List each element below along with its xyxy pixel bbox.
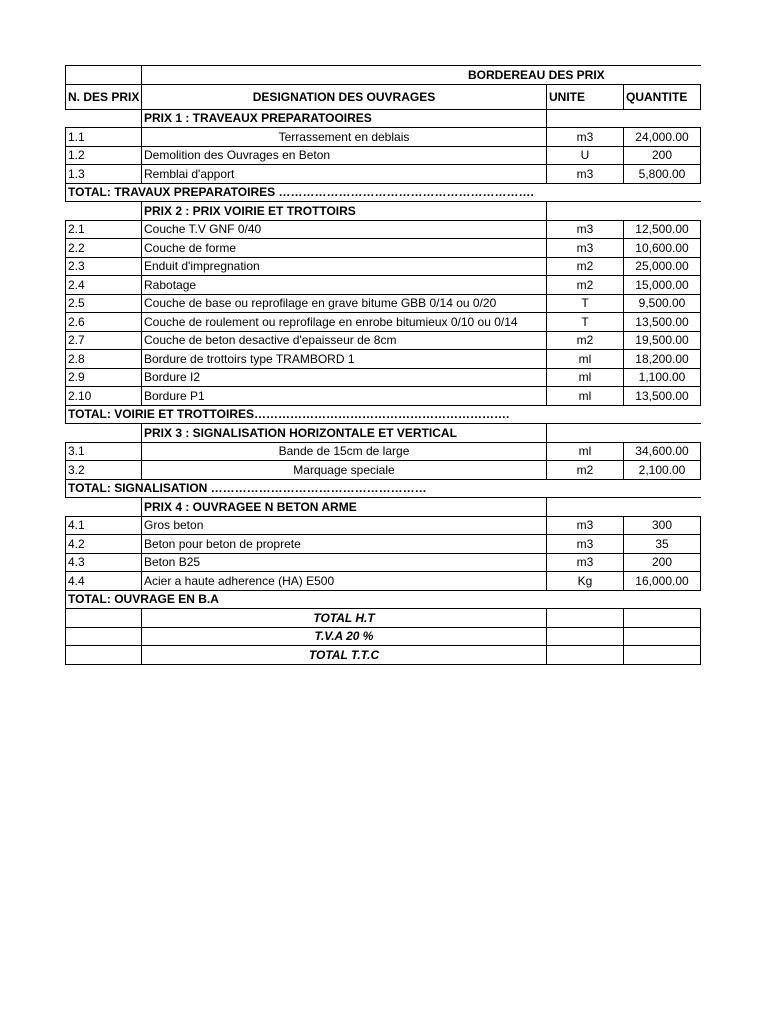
price-schedule-table [65,65,701,665]
item-quantity: 1,100.00 [624,368,701,387]
item-number: 1.1 [66,128,142,147]
item-number: 2.5 [66,294,142,313]
section-heading-row [66,498,701,517]
section-num-cell [66,109,142,128]
item-unit: m3 [547,516,624,535]
header-unit: UNITE [547,84,624,109]
summary-unit-cell [547,627,624,646]
summary-amount-cell [624,609,701,628]
summary-row [66,646,701,665]
item-quantity: 200 [624,146,701,165]
item-number: 2.10 [66,387,142,406]
table-row [66,239,701,258]
table-row [66,572,701,591]
summary-unit-cell [547,609,624,628]
table-row [66,165,701,184]
table-row [66,461,701,480]
summary-label: T.V.A 20 % [142,627,547,646]
item-designation: Marquage speciale [142,461,547,480]
summary-row [66,627,701,646]
document-title: BORDEREAU DES PRIX [142,66,701,85]
table-row [66,535,701,554]
item-unit: ml [547,442,624,461]
item-designation: Bordure de trottoirs type TRAMBORD 1 [142,350,547,369]
summary-empty-cell [66,609,142,628]
section-heading-row [66,109,701,128]
item-designation: Bande de 15cm de large [142,442,547,461]
item-unit: m3 [547,220,624,239]
item-number: 2.1 [66,220,142,239]
item-designation: Couche de beton desactive d'epaisseur de 8cm [142,331,547,350]
item-designation: Beton pour beton de proprete [142,535,547,554]
summary-empty-cell [66,646,142,665]
item-number: 1.2 [66,146,142,165]
summary-label: TOTAL H.T [142,609,547,628]
item-designation: Couche T.V GNF 0/40 [142,220,547,239]
section-total-row [66,479,701,498]
item-unit: m2 [547,257,624,276]
item-number: 2.2 [66,239,142,258]
item-quantity: 200 [624,553,701,572]
item-number: 3.2 [66,461,142,480]
summary-unit-cell [547,646,624,665]
item-unit: ml [547,368,624,387]
item-quantity: 24,000.00 [624,128,701,147]
table-row [66,442,701,461]
item-number: 1.3 [66,165,142,184]
item-unit: m3 [547,128,624,147]
table-row [66,553,701,572]
item-unit: ml [547,350,624,369]
item-quantity: 34,600.00 [624,442,701,461]
header-quantity: QUANTITE [624,84,701,109]
item-designation: Acier a haute adherence (HA) E500 [142,572,547,591]
item-quantity: 16,000.00 [624,572,701,591]
table-row [66,276,701,295]
section-unit-cell [547,498,624,517]
item-designation: Terrassement en deblais [142,128,547,147]
item-designation: Beton B25 [142,553,547,572]
item-designation: Bordure P1 [142,387,547,406]
section-num-cell [66,424,142,443]
item-designation: Gros beton [142,516,547,535]
summary-amount-cell [624,646,701,665]
item-quantity: 19,500.00 [624,331,701,350]
item-quantity: 15,000.00 [624,276,701,295]
section-heading: PRIX 1 : TRAVEAUX PREPARATOOIRES [142,109,547,128]
item-number: 2.9 [66,368,142,387]
table-row [66,313,701,332]
item-unit: m3 [547,165,624,184]
item-designation: Bordure I2 [142,368,547,387]
item-designation: Couche de base ou reprofilage en grave bitume GBB 0/14 ou 0/20 [142,294,547,313]
item-number: 3.1 [66,442,142,461]
section-qty-cell [624,498,701,517]
item-designation: Rabotage [142,276,547,295]
header-row [66,84,701,109]
table-row [66,516,701,535]
table-row [66,257,701,276]
section-qty-cell [624,424,701,443]
item-number: 4.4 [66,572,142,591]
table-row [66,220,701,239]
section-num-cell [66,498,142,517]
header-num: N. DES PRIX [66,84,142,109]
item-number: 4.2 [66,535,142,554]
item-unit: m3 [547,239,624,258]
section-total-label: TOTAL: VOIRIE ET TROTTOIRES………………………………………………………. [66,405,701,424]
item-quantity: 18,200.00 [624,350,701,369]
item-number: 2.7 [66,331,142,350]
section-total-row [66,405,701,424]
section-total-label: TOTAL: OUVRAGE EN B.A [66,590,701,609]
item-number: 2.6 [66,313,142,332]
item-number: 2.3 [66,257,142,276]
summary-row [66,609,701,628]
item-designation: Couche de forme [142,239,547,258]
section-heading-row [66,202,701,221]
item-unit: T [547,313,624,332]
section-total-row [66,590,701,609]
item-designation: Remblai d'apport [142,165,547,184]
table-row [66,146,701,165]
section-heading: PRIX 2 : PRIX VOIRIE ET TROTTOIRS [142,202,547,221]
title-row [66,66,701,85]
section-heading-row [66,424,701,443]
item-quantity: 25,000.00 [624,257,701,276]
section-num-cell [66,202,142,221]
item-quantity: 12,500.00 [624,220,701,239]
item-quantity: 13,500.00 [624,387,701,406]
item-designation: Couche de roulement ou reprofilage en enrobe bitumieux 0/10 ou 0/14 [142,313,547,332]
section-unit-cell [547,424,624,443]
item-quantity: 2,100.00 [624,461,701,480]
table-row [66,128,701,147]
item-unit: U [547,146,624,165]
item-unit: T [547,294,624,313]
item-designation: Enduit d'impregnation [142,257,547,276]
section-heading: PRIX 4 : OUVRAGEE N BETON ARME [142,498,547,517]
item-number: 4.3 [66,553,142,572]
item-number: 2.8 [66,350,142,369]
section-total-label: TOTAL: TRAVAUX PREPARATOIRES ………………………………………………………. [66,183,701,202]
item-number: 2.4 [66,276,142,295]
section-heading: PRIX 3 : SIGNALISATION HORIZONTALE ET VERTICAL [142,424,547,443]
table-row [66,331,701,350]
item-unit: ml [547,387,624,406]
section-unit-cell [547,202,624,221]
item-quantity: 35 [624,535,701,554]
item-designation: Demolition des Ouvrages en Beton [142,146,547,165]
header-designation: DESIGNATION DES OUVRAGES [142,84,547,109]
item-quantity: 9,500.00 [624,294,701,313]
item-unit: m3 [547,553,624,572]
section-qty-cell [624,109,701,128]
item-quantity: 300 [624,516,701,535]
summary-amount-cell [624,627,701,646]
item-unit: m3 [547,535,624,554]
table-row [66,368,701,387]
item-quantity: 10,600.00 [624,239,701,258]
section-total-row [66,183,701,202]
item-number: 4.1 [66,516,142,535]
section-unit-cell [547,109,624,128]
item-unit: m2 [547,276,624,295]
item-unit: m2 [547,331,624,350]
section-total-label: TOTAL: SIGNALISATION ……………………………………………… [66,479,701,498]
table-row [66,294,701,313]
item-quantity: 13,500.00 [624,313,701,332]
section-qty-cell [624,202,701,221]
table-row [66,350,701,369]
item-unit: Kg [547,572,624,591]
item-unit: m2 [547,461,624,480]
table-row [66,387,701,406]
summary-label: TOTAL T.T.C [142,646,547,665]
item-quantity: 5,800.00 [624,165,701,184]
summary-empty-cell [66,627,142,646]
